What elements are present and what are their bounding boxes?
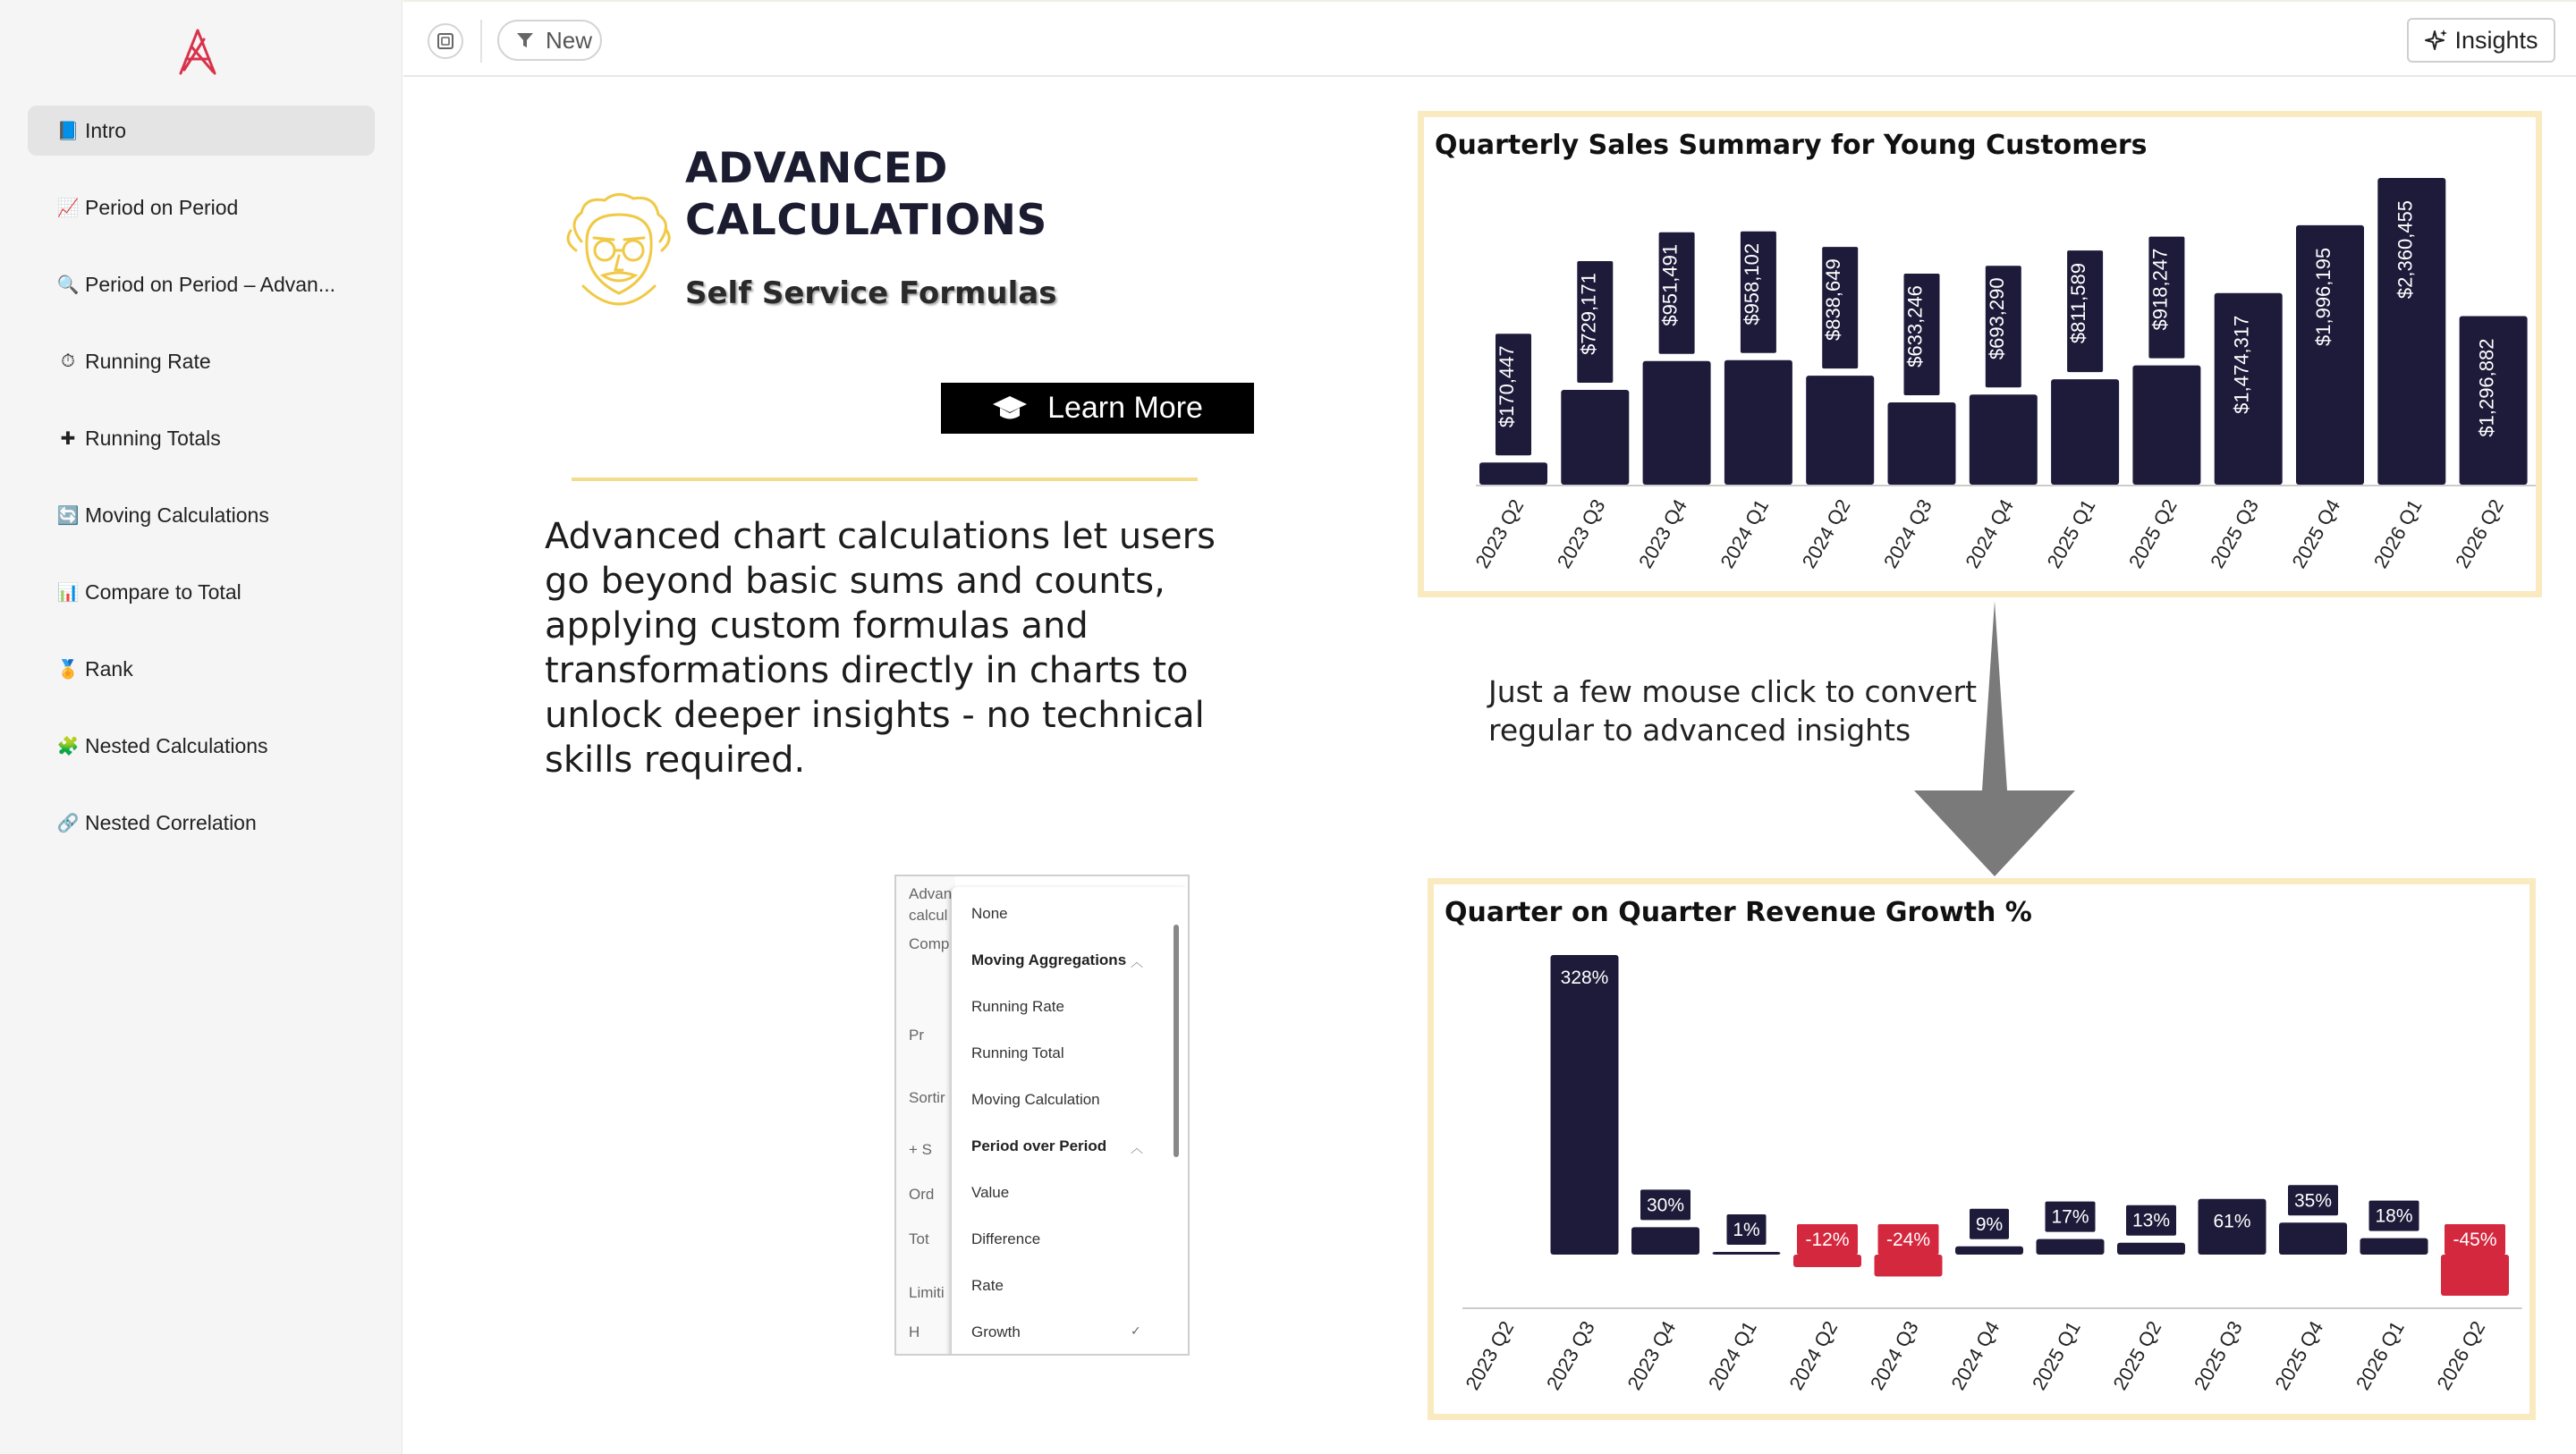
sidebar-item-nested-correlation[interactable] [28, 798, 375, 848]
x-tick-label: 2024 Q2 [1784, 1317, 1843, 1394]
x-tick-label: 2023 Q3 [1552, 495, 1610, 572]
sales-summary-chart [1418, 111, 2542, 597]
chart-bar[interactable] [2037, 1239, 2105, 1255]
data-label: 30% [1646, 1195, 1685, 1216]
calculation-menu-screenshot [894, 875, 1190, 1356]
menu-background-label: H [909, 1323, 920, 1340]
x-tick-label: 2024 Q1 [1716, 495, 1774, 572]
sidebar-item-icon: 📘 [56, 121, 80, 141]
data-label: -12% [1805, 1230, 1850, 1250]
menu-option[interactable]: Moving Aggregations [971, 951, 1127, 968]
menu-background-label: Tot [909, 1230, 929, 1247]
data-label: $1,296,882 [2475, 338, 2498, 437]
sidebar-item-icon: 🔗 [56, 813, 80, 833]
data-label: 328% [1560, 968, 1609, 988]
x-tick-label: 2026 Q1 [2351, 1317, 2409, 1394]
chart-bar[interactable] [1631, 1227, 1699, 1255]
sidebar-item-icon: 🏅 [56, 659, 80, 680]
chart-bar[interactable] [1806, 376, 1874, 485]
learn-more-label: Learn More [1047, 391, 1203, 425]
menu-option[interactable]: Running Rate [971, 998, 1064, 1015]
menu-scrollbar [1174, 925, 1179, 1157]
graduation-cap-icon [992, 394, 1028, 423]
sidebar-item-rank[interactable] [28, 644, 375, 694]
einstein-illustration [555, 188, 683, 313]
new-filter-button[interactable] [497, 20, 602, 61]
data-label: $958,102 [1740, 242, 1763, 325]
x-tick-label: 2024 Q4 [1946, 1317, 2004, 1394]
x-tick-label: 2025 Q2 [2108, 1317, 2166, 1394]
chart-bar[interactable] [1888, 402, 1956, 485]
arrow-note: Just a few mouse click to convert regular to advanced insights [1488, 674, 1978, 748]
x-tick-label: 2025 Q2 [2123, 495, 2182, 572]
sidebar-item-label: Period on Period [85, 195, 239, 219]
sidebar-item-period-on-period[interactable] [28, 182, 375, 232]
data-label: 1% [1733, 1220, 1760, 1240]
page-icon-button[interactable] [428, 23, 463, 59]
x-tick-label: 2026 Q2 [2451, 495, 2508, 572]
sidebar-item-label: Running Rate [85, 349, 211, 373]
sidebar-item-compare-to-total[interactable] [28, 567, 375, 617]
sidebar-item-label: Running Totals [85, 426, 221, 450]
data-label: $1,996,195 [2312, 247, 2334, 346]
x-tick-label: 2024 Q4 [1961, 495, 2019, 572]
hero-description: Advanced chart calculations let users go beyond basic sums and counts, applying custom formulas and transformations directly in charts to unlock deeper insights - no technical skills required. [545, 516, 1216, 781]
sidebar-item-label: Nested Calculations [85, 733, 268, 757]
checkmark-icon: ✓ [1131, 1323, 1141, 1338]
sidebar-item-icon: 📊 [56, 582, 80, 603]
sidebar-item-label: Compare to Total [85, 579, 242, 604]
insights-button[interactable] [2407, 18, 2555, 63]
sales-summary-plot [1424, 117, 2536, 591]
x-tick-label: 2023 Q2 [1461, 1317, 1519, 1394]
x-tick-label: 2023 Q4 [1634, 495, 1691, 572]
data-label: 17% [2051, 1206, 2089, 1228]
learn-more-button[interactable] [941, 383, 1254, 434]
x-tick-label: 2025 Q1 [2027, 1317, 2085, 1394]
revenue-growth-plot [1434, 884, 2529, 1414]
menu-background-label: Ord [909, 1186, 935, 1203]
data-label: -24% [1885, 1230, 1931, 1250]
menu-option[interactable]: Period over Period [971, 1137, 1107, 1154]
menu-background-label: + S [909, 1141, 932, 1158]
menu-background-label: Sortir [909, 1089, 945, 1106]
menu-background-label: Limiti [909, 1284, 945, 1301]
x-tick-label: 2023 Q4 [1623, 1317, 1681, 1394]
insights-label: Insights [2454, 26, 2538, 54]
revenue-growth-chart [1428, 878, 2536, 1420]
chart-title: Quarter on Quarter Revenue Growth % [1445, 897, 2032, 928]
sidebar-item-icon: 🔍 [56, 275, 80, 295]
new-filter-label: New [546, 26, 593, 54]
x-tick-label: 2024 Q3 [1865, 1317, 1923, 1394]
sidebar-item-icon: ⏱ [61, 351, 75, 371]
sidebar-item-icon: 🔄 [56, 505, 80, 526]
menu-background-label: Comp [909, 935, 950, 952]
toolbar-divider [480, 20, 482, 63]
chart-bar[interactable] [1793, 1255, 1861, 1267]
x-tick-label: 2025 Q4 [2287, 495, 2345, 572]
page-layout-icon [436, 31, 455, 51]
x-tick-label: 2025 Q4 [2270, 1317, 2328, 1394]
hero-subtitle: Self Service Formulas [685, 275, 1057, 311]
data-label: 35% [2293, 1190, 2333, 1212]
sidebar-item-moving-calculations[interactable] [28, 490, 375, 540]
chart-bar[interactable] [1551, 955, 1619, 1255]
chart-bar[interactable] [1561, 390, 1629, 485]
divider-rule [572, 478, 1198, 481]
hero-title: ADVANCED CALCULATIONS [685, 144, 1047, 245]
x-tick-label: 2024 Q1 [1703, 1317, 1761, 1394]
data-label: 61% [2213, 1211, 2251, 1232]
x-tick-label: 2025 Q1 [2042, 495, 2100, 572]
chevron-up-icon[interactable]: ︿ [1131, 1141, 1143, 1155]
sidebar-item-label: Rank [85, 656, 133, 681]
menu-option[interactable]: Growth [971, 1323, 1021, 1340]
sidebar-item-label: Intro [85, 118, 127, 142]
app-logo[interactable] [177, 27, 218, 77]
menu-option[interactable]: Value [971, 1184, 1010, 1201]
sidebar-item-nested-calculations[interactable] [28, 721, 375, 771]
chart-bar[interactable] [1955, 1247, 2023, 1255]
down-arrow-icon [1911, 601, 2079, 878]
x-tick-label: 2023 Q2 [1470, 495, 1529, 572]
sidebar-item-label: Moving Calculations [85, 503, 269, 527]
filter-icon [515, 30, 535, 50]
data-label: $951,491 [1658, 243, 1682, 326]
chevron-up-icon[interactable]: ︿ [1131, 955, 1143, 969]
data-label: 13% [2131, 1210, 2171, 1231]
top-toolbar [403, 0, 2576, 77]
sidebar-item-intro[interactable] [28, 106, 375, 156]
chart-bar[interactable] [1713, 1252, 1781, 1255]
data-label: $729,171 [1577, 273, 1600, 355]
sparkles-icon [2424, 28, 2449, 53]
menu-background-label: Advan [909, 885, 953, 902]
sidebar-item-icon: ✚ [60, 428, 76, 449]
x-tick-label: 2024 Q3 [1878, 495, 1936, 572]
data-label: $918,247 [2148, 248, 2172, 331]
data-label: $811,589 [2067, 262, 2090, 344]
menu-background-label: calcul [909, 907, 948, 924]
menu-option[interactable]: Running Total [971, 1044, 1064, 1061]
data-label: $633,246 [1903, 285, 1927, 368]
data-label: $2,360,455 [2394, 199, 2417, 300]
menu-option[interactable]: None [971, 905, 1008, 922]
calculation-dropdown [952, 887, 1190, 1356]
data-label: $170,447 [1496, 345, 1518, 428]
chart-bar[interactable] [2441, 1255, 2509, 1296]
chart-bar[interactable] [2279, 1222, 2347, 1255]
sidebar-item-period-on-period-advan[interactable] [28, 259, 375, 309]
chart-bar[interactable] [1875, 1255, 1943, 1277]
sidebar-item-icon: 🧩 [56, 736, 80, 757]
chart-bar[interactable] [2117, 1243, 2185, 1255]
chart-bar[interactable] [2132, 366, 2200, 485]
x-tick-label: 2026 Q2 [2432, 1317, 2490, 1394]
data-label: -45% [2453, 1230, 2497, 1250]
x-tick-label: 2025 Q3 [2189, 1317, 2247, 1394]
sidebar-item-icon: 📈 [56, 198, 80, 218]
menu-background-panel [896, 876, 955, 1356]
menu-option[interactable]: Moving Calculation [971, 1091, 1100, 1108]
menu-option[interactable]: Rate [971, 1277, 1004, 1294]
chart-title: Quarterly Sales Summary for Young Customers [1435, 130, 2148, 161]
chart-bar[interactable] [1970, 394, 2038, 485]
data-label: 18% [2375, 1205, 2413, 1227]
menu-background-label: Pr [909, 1027, 924, 1044]
data-label: 9% [1975, 1213, 2004, 1235]
chart-bar[interactable] [2051, 379, 2119, 485]
sidebar-item-running-rate[interactable] [28, 336, 375, 386]
sidebar [0, 0, 402, 1454]
x-tick-label: 2026 Q1 [2368, 495, 2427, 572]
data-label: $1,474,317 [2230, 315, 2253, 414]
sidebar-item-label: Nested Correlation [85, 810, 257, 834]
chart-bar[interactable] [1643, 361, 1711, 485]
x-tick-label: 2023 Q3 [1541, 1317, 1599, 1394]
sidebar-item-running-totals[interactable] [28, 413, 375, 463]
menu-option[interactable]: Difference [971, 1230, 1041, 1247]
chart-bar[interactable] [2360, 1238, 2428, 1255]
data-label: $693,290 [1985, 277, 2008, 360]
x-tick-label: 2024 Q2 [1797, 495, 1855, 572]
chart-bar[interactable] [1724, 360, 1792, 485]
x-tick-label: 2025 Q3 [2206, 495, 2264, 572]
chart-bar[interactable] [1479, 462, 1547, 485]
sidebar-item-label: Period on Period – Advan... [85, 272, 336, 296]
data-label: $838,649 [1822, 258, 1845, 342]
